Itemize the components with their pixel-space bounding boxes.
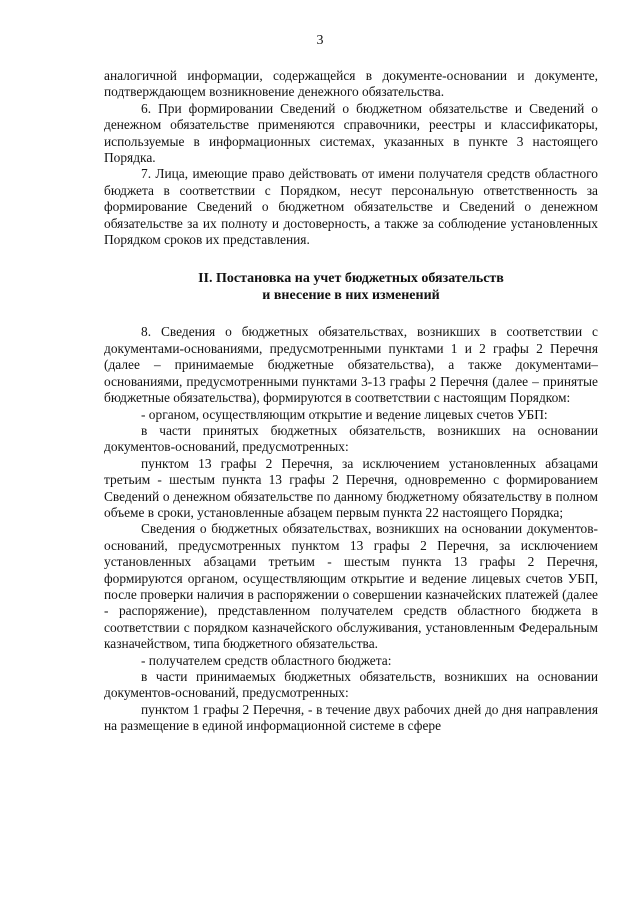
paragraph: пунктом 13 графы 2 Перечня, за исключением установленных абзацами третьим - шестым пункта 13 графы 2 Перечня, одновременно с формированием Сведений о денежном обязательстве по данному бюджетному обязательству в полном объеме в сроки, установленные абзацем первым пункта 22 настоящего Порядка;	[104, 455, 598, 520]
section-heading-line: II. Постановка на учет бюджетных обязательств	[198, 271, 504, 287]
section-heading	[104, 270, 598, 304]
paragraph: аналогичной информации, содержащейся в документе-основании и документе, подтверждающем возникновение денежного обязательства.	[104, 68, 598, 100]
paragraph: 7. Лица, имеющие право действовать от имени получателя средств областного бюджета в соответствии с Порядком, несут персональную ответственность за формирование Сведений о бюджетном обязательстве и Сведений о денежном обязательстве за их полноту и достоверность, а также за соблюдение установленных Порядком сроков их представления.	[104, 166, 598, 248]
paragraph: 8. Сведения о бюджетных обязательствах, возникших в соответствии с документами-основаниями, предусмотренными пунктами 1 и 2 графы 2 Перечня (далее – принимаемые бюджетные обязательства), а также документами–основаниями, предусмотренными пунктами 3-13 графы 2 Перечня (далее – принятые бюджетные обязательства), формируются в соответствии с настоящим Порядком:	[104, 324, 598, 406]
paragraph: в части принимаемых бюджетных обязательств, возникших на основании документов-оснований, предусмотренных:	[104, 669, 598, 701]
section-heading-line: и внесение в них изменений	[262, 288, 440, 304]
paragraph: 6. При формировании Сведений о бюджетном обязательстве и Сведений о денежном обязательстве применяются справочники, реестры и классификаторы, используемые в информационных системах, указанных в пункте 3 настоящего Порядка.	[104, 100, 598, 166]
paragraph: Сведения о бюджетных обязательствах, возникших на основании документов-оснований, предусмотренных пунктом 13 графы 2 Перечня, за исключением установленных абзацами третьим - шестым пункта 13 графы 2 Перечня, формируются органом, осуществляющим открытие и ведение лицевых счетов УБП, после проверки наличия в распоряжении о совершении казначейских платежей (далее - распоряжение), представленном получателем средств областного бюджета в соответствии с порядком казначейского обслуживания, установленным Федеральным казначейством, типа бюджетного обязательства.	[104, 521, 598, 652]
paragraph: - органом, осуществляющим открытие и ведение лицевых счетов УБП:	[141, 406, 548, 422]
paragraph: в части принятых бюджетных обязательств, возникших на основании документов-оснований, предусмотренных:	[104, 422, 598, 455]
paragraph: - получателем средств областного бюджета:	[141, 652, 392, 668]
page-number: 3	[316, 33, 324, 48]
paragraph: пунктом 1 графы 2 Перечня, - в течение двух рабочих дней до дня направления на размещение в единой информационной системе в сфере	[104, 701, 598, 734]
document-body	[104, 68, 598, 735]
